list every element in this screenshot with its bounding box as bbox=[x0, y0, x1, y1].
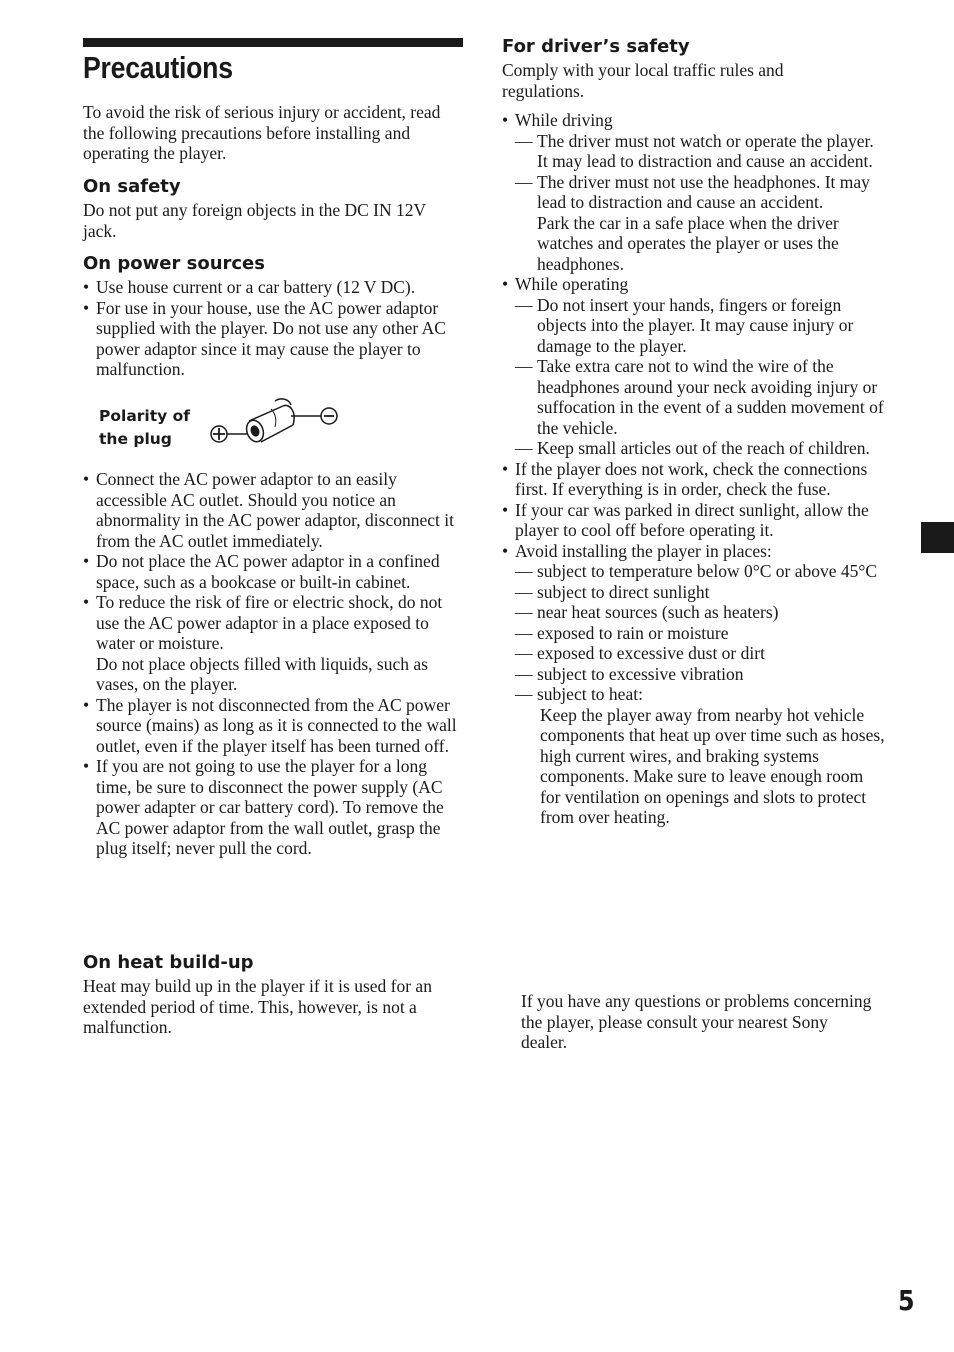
list-item: • Do not place the AC power adaptor in a confined space, such as a bookcase or built-in cabinet. bbox=[83, 551, 465, 592]
drivers-intro bbox=[502, 60, 842, 101]
list-item: • Use house current or a car battery (12 V DC). bbox=[83, 277, 465, 298]
power-bullets-top bbox=[83, 277, 465, 380]
list-item: — Do not insert your hands, fingers or foreign objects into the player. It may cause injury or damage to the player. bbox=[515, 294, 854, 356]
power-bullets-bottom bbox=[83, 469, 465, 859]
list-item: • While operating bbox=[502, 274, 887, 295]
list-item: — subject to heat: bbox=[515, 684, 643, 704]
list-item: — Keep small articles out of the reach of children. bbox=[515, 438, 870, 458]
list-item: — exposed to rain or moisture bbox=[515, 622, 729, 643]
page-number: 5 bbox=[898, 1284, 915, 1317]
heading-on-power-sources: On power sources bbox=[83, 253, 265, 274]
list-item: • For use in your house, use the AC power adaptor supplied with the player. Do not use any other AC power adaptor since it may cause the player to malfunction. bbox=[83, 298, 465, 380]
list-item: — The driver must not use the headphones. It may lead to distraction and cause an accident. Park the car in a safe place when the driver watches and operates the player or uses the headphones. bbox=[515, 171, 870, 274]
polarity-figure bbox=[99, 405, 349, 455]
section-tab-marker bbox=[921, 522, 954, 553]
page-title: Precautions bbox=[83, 50, 233, 85]
plug-polarity-icon bbox=[205, 389, 345, 451]
list-item: • Connect the AC power adaptor to an easily accessible AC outlet. Should you notice an abnormality in the AC power adaptor, disconnect it from the AC outlet immediately. bbox=[83, 469, 465, 551]
list-item: — subject to excessive vibration bbox=[515, 663, 744, 684]
drivers-list bbox=[502, 110, 887, 828]
heat-text: Heat may build up in the player if it is used for an extended period of time. This, however, is not a malfunction. bbox=[83, 976, 432, 1037]
list-item: • Avoid installing the player in places: bbox=[502, 541, 887, 562]
list-item: — Take extra care not to wind the wire of the headphones around your neck avoiding injury or suffocation in the event of a sudden movement of the vehicle. bbox=[515, 356, 884, 438]
title-rule bbox=[83, 38, 463, 47]
list-item: • If you are not going to use the player for a long time, be sure to disconnect the power supply (AC power adapter or car battery cord). To remove the AC power adaptor from the wall outlet, grasp the plug itself; never pull the cord. bbox=[83, 756, 465, 859]
intro-text: To avoid the risk of serious injury or accident, read the following precautions before installing and operating the player. bbox=[83, 102, 441, 163]
intro-paragraph bbox=[83, 102, 465, 164]
list-item: — The driver must not watch or operate the player. It may lead to distraction and cause an accident. bbox=[515, 130, 874, 171]
closing-paragraph bbox=[521, 991, 876, 1053]
list-item: • If the player does not work, check the connections first. If everything is in order, check the fuse. bbox=[502, 459, 887, 500]
list-item: • To reduce the risk of fire or electric shock, do not use the AC power adaptor in a place exposed to water or moisture. Do not place objects filled with liquids, such as vases, on the player. bbox=[83, 592, 465, 695]
drivers-intro-text: Comply with your local traffic rules and regulations. bbox=[502, 60, 784, 101]
closing-text: If you have any questions or problems concerning the player, please consult your nearest Sony dealer. bbox=[521, 991, 872, 1052]
list-item: • If your car was parked in direct sunlight, allow the player to cool off before operating it. bbox=[502, 500, 887, 541]
list-item: — exposed to excessive dust or dirt bbox=[515, 643, 765, 663]
list-item: — near heat sources (such as heaters) bbox=[515, 602, 779, 622]
safety-text: Do not put any foreign objects in the DC IN 12V jack. bbox=[83, 200, 426, 241]
heading-on-heat-build-up: On heat build-up bbox=[83, 952, 254, 973]
polarity-label: Polarity of the plug bbox=[99, 407, 191, 448]
list-item: — subject to temperature below 0°C or above 45°C bbox=[515, 561, 878, 581]
list-item: • While driving bbox=[502, 110, 887, 131]
list-item: — subject to direct sunlight bbox=[515, 581, 710, 602]
heading-drivers-safety: For driver’s safety bbox=[502, 36, 690, 57]
list-item: • The player is not disconnected from the AC power source (mains) as long as it is connected to the wall outlet, even if the player itself has been turned off. bbox=[83, 695, 465, 757]
list-item: Keep the player away from nearby hot vehicle components that heat up over time such as hoses, high current wires, and braking systems components. Make sure to leave enough room for ventilation on openings and slots to protect from over heating. bbox=[540, 704, 885, 827]
safety-paragraph bbox=[83, 200, 453, 241]
heat-paragraph bbox=[83, 976, 465, 1038]
heading-on-safety: On safety bbox=[83, 176, 181, 197]
